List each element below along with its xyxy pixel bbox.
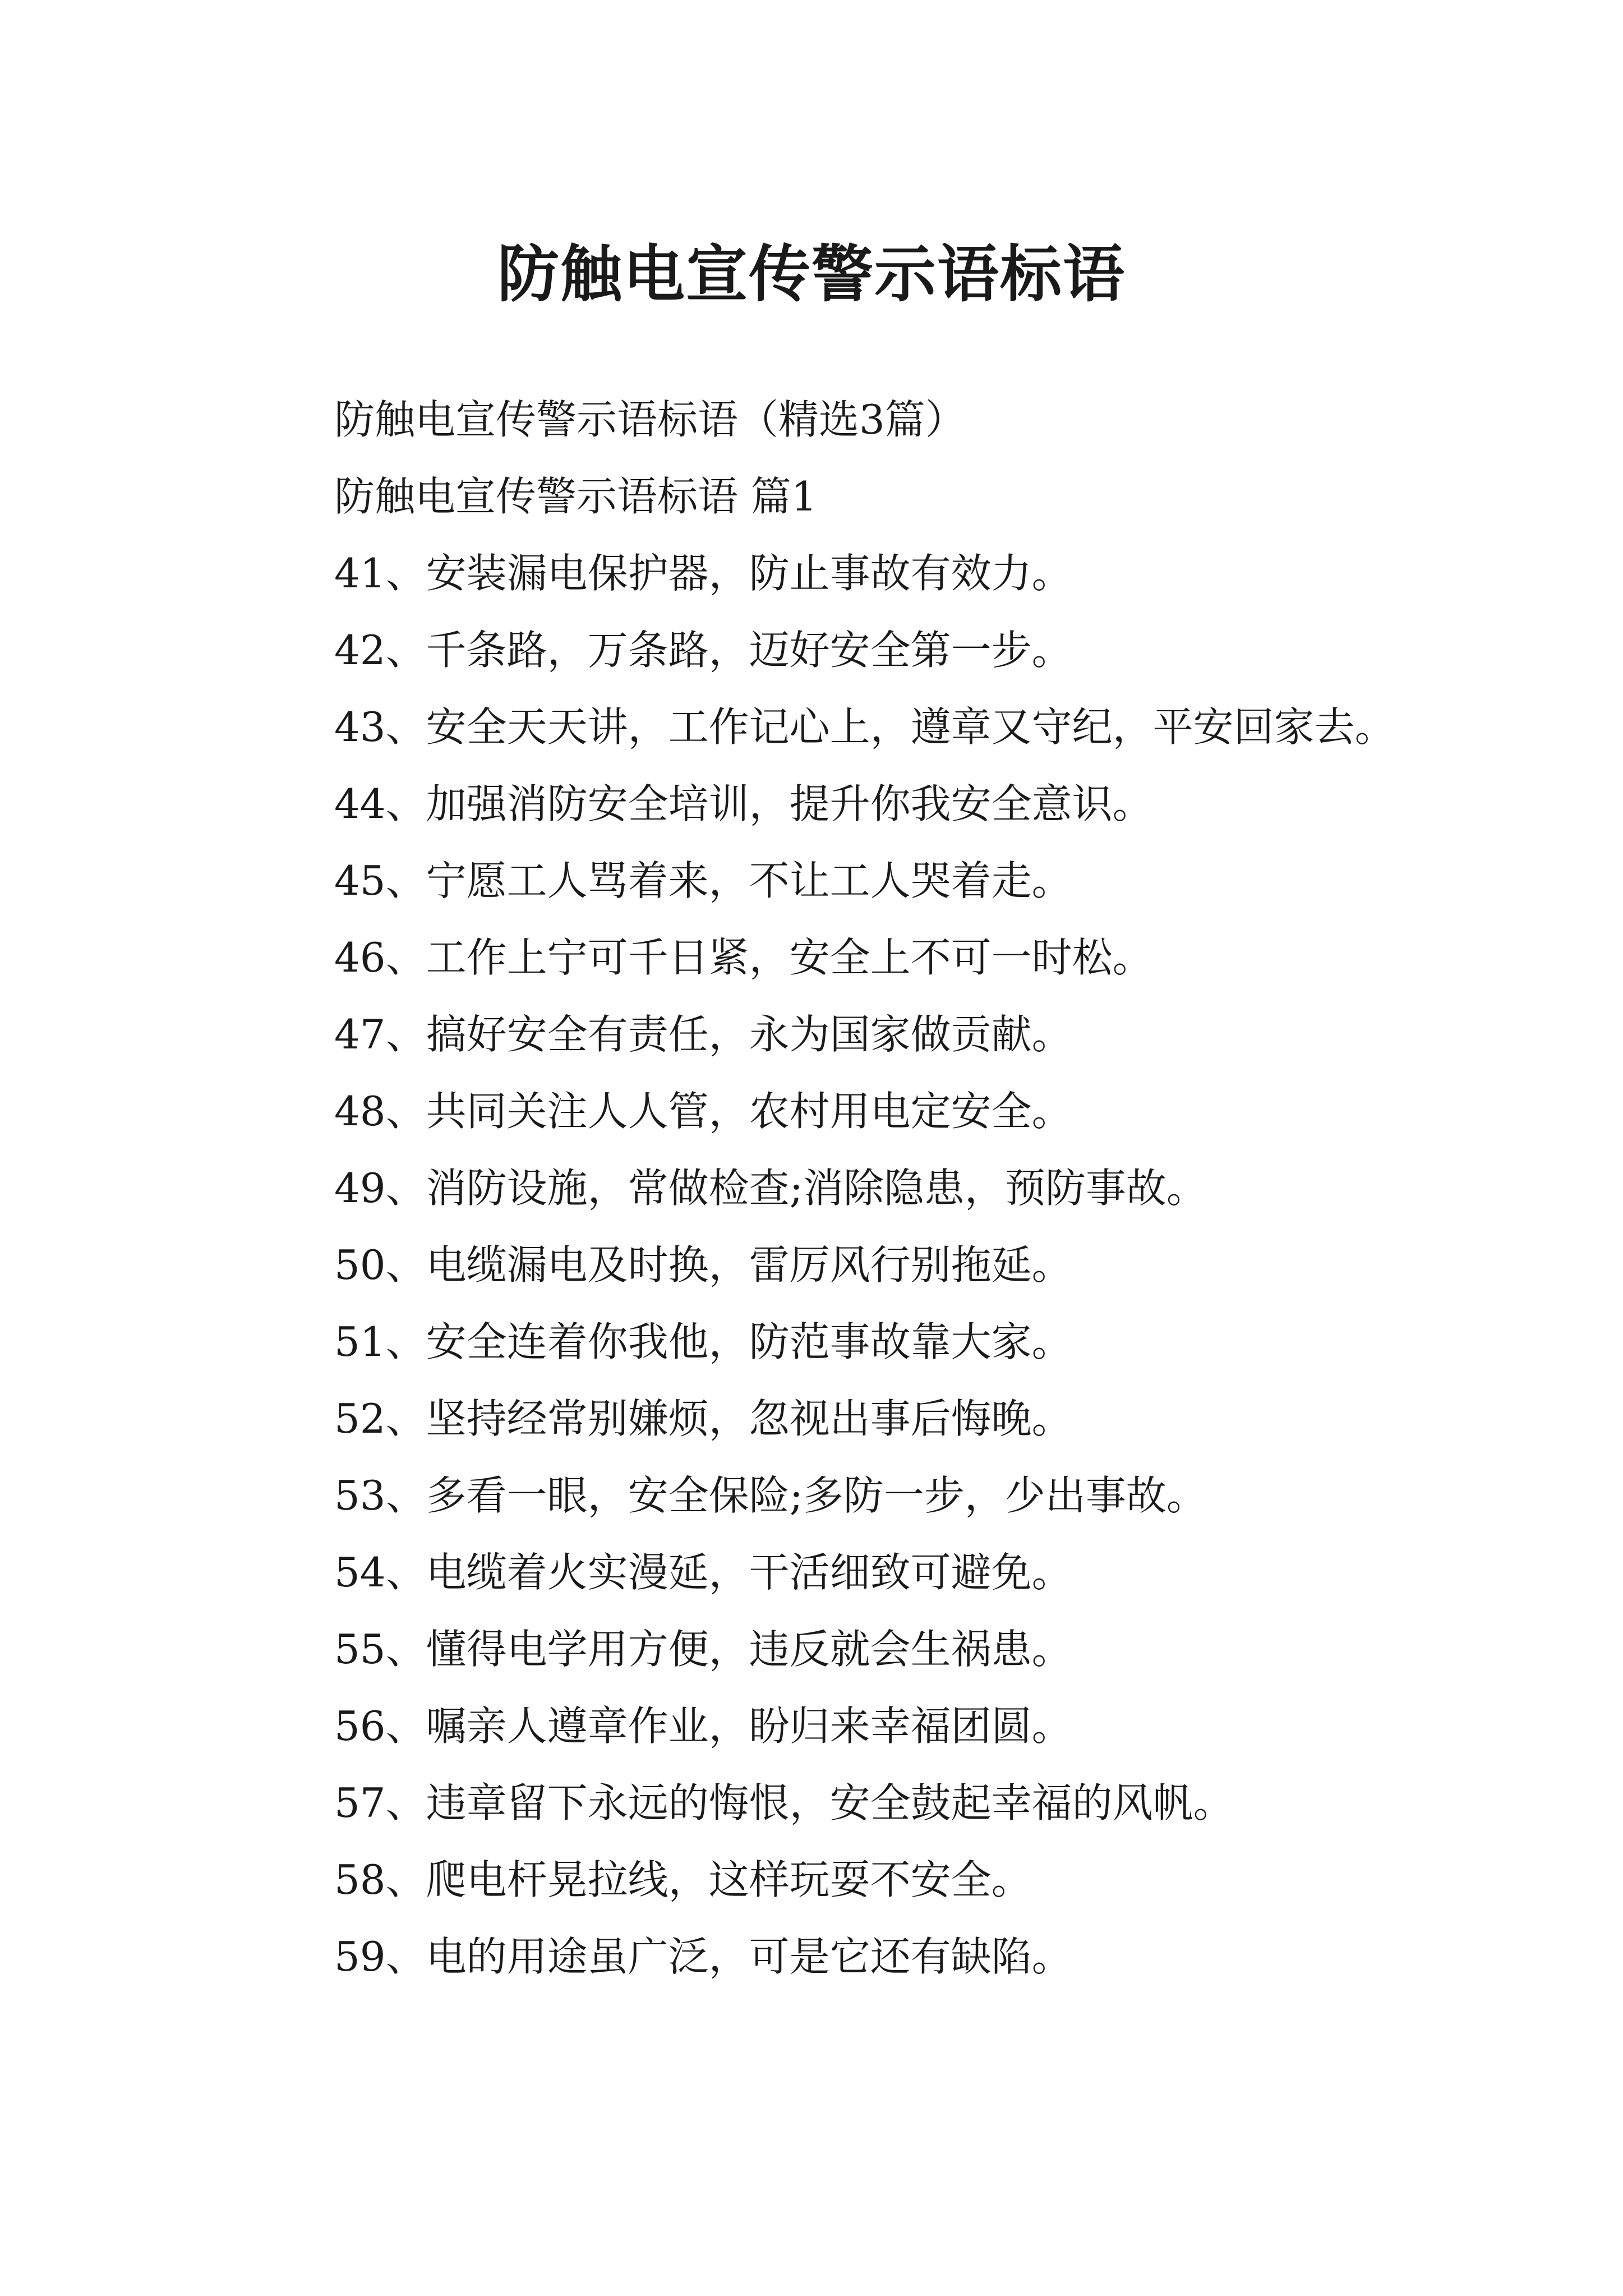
- slogan-item: 41、安装漏电保护器，防止事故有效力。: [334, 550, 1072, 597]
- slogan-item: 58、爬电杆晃拉线，这样玩耍不安全。: [334, 1856, 1032, 1903]
- slogan-item: 51、安全连着你我他，防范事故靠大家。: [334, 1318, 1072, 1365]
- subtitle-line: 防触电宣传警示语标语（精选3篇）: [334, 396, 966, 443]
- slogan-item: 54、电缆着火实漫延，干活细致可避免。: [334, 1549, 1072, 1596]
- slogan-item: 52、坚持经常别嫌烦，忽视出事后悔晚。: [334, 1395, 1072, 1442]
- slogan-item: 50、电缆漏电及时换，雷厉风行别拖延。: [334, 1241, 1072, 1289]
- document-body: [247, 381, 1396, 1995]
- slogan-item: 57、违章留下永远的悔恨，安全鼓起幸福的风帆。: [334, 1779, 1234, 1826]
- document-title: 防触电宣传警示语标语: [497, 237, 1126, 310]
- slogan-item: 53、多看一眼，安全保险;多防一步，少出事故。: [334, 1472, 1207, 1519]
- slogan-item: 42、千条路，万条路，迈好安全第一步。: [334, 627, 1072, 674]
- slogan-item: 49、消防设施，常做检查;消除隐患，预防事故。: [334, 1165, 1207, 1212]
- slogan-item: 44、加强消防安全培训，提升你我安全意识。: [334, 780, 1153, 827]
- slogan-item: 43、安全天天讲，工作记心上，遵章又守纪，平安回家去。: [334, 703, 1395, 751]
- slogan-item: 46、工作上宁可千日紧，安全上不可一时松。: [334, 934, 1153, 981]
- slogan-item: 56、嘱亲人遵章作业，盼归来幸福团圆。: [334, 1703, 1072, 1750]
- slogan-item: 45、宁愿工人骂着来，不让工人哭着走。: [334, 857, 1072, 904]
- slogan-item: 47、搞好安全有责任，永为国家做贡献。: [334, 1011, 1072, 1058]
- slogan-item: 59、电的用途虽广泛，可是它还有缺陷。: [334, 1933, 1072, 1980]
- slogan-item: 48、共同关注人人管，农村用电定安全。: [334, 1088, 1072, 1135]
- section-heading: 防触电宣传警示语标语 篇1: [334, 473, 817, 520]
- slogan-item: 55、懂得电学用方便，违反就会生祸患。: [334, 1626, 1072, 1673]
